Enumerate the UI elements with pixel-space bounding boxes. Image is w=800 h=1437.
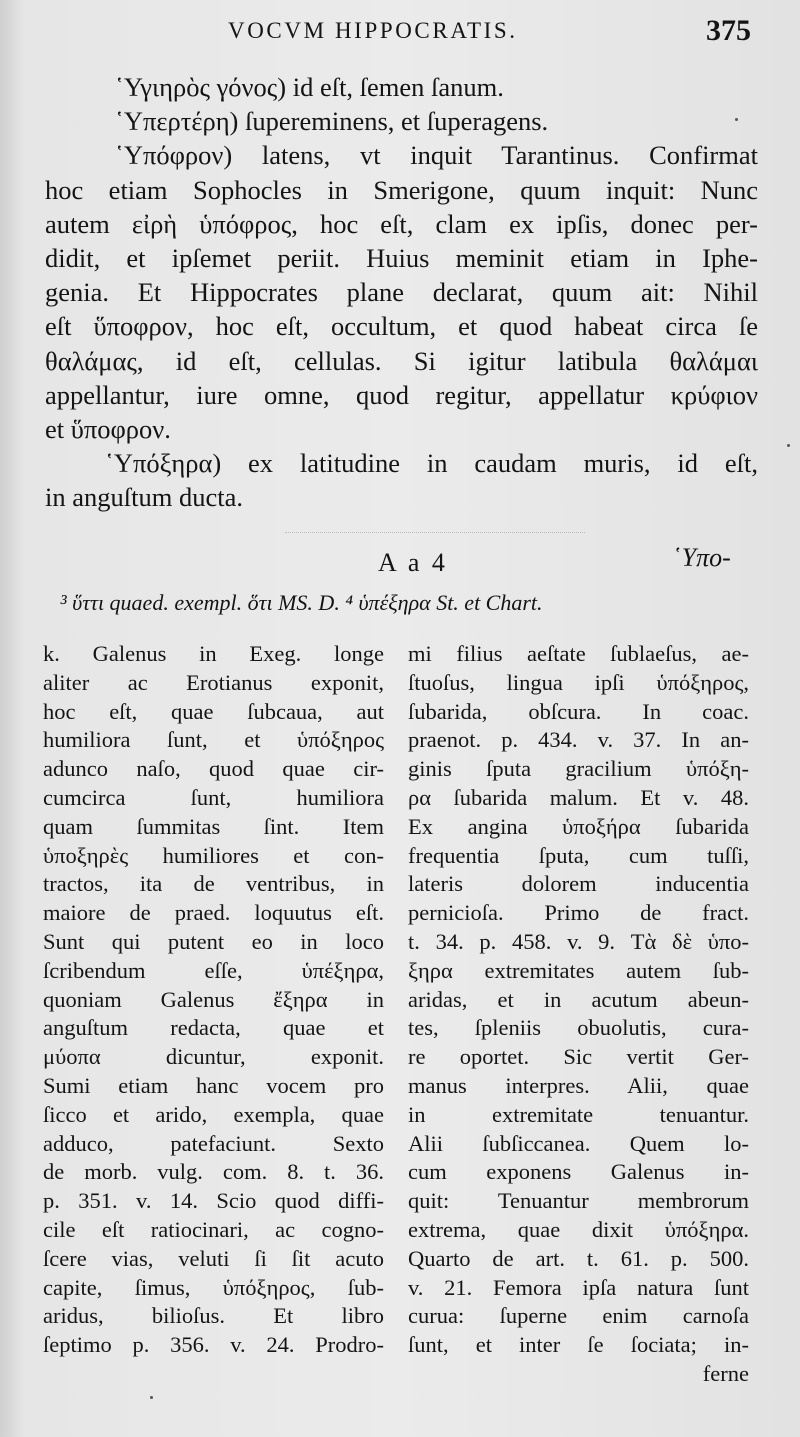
column-line: μύοπα dicuntur, exponit. — [43, 1044, 384, 1070]
column-line: Quarto de art. t. 61. p. 500. — [408, 1245, 749, 1271]
column-line: adunco naſo, quod quae cir- — [43, 756, 384, 782]
column-line: aliter ac Erotianus exponit, — [43, 669, 384, 695]
column-line: ſunt, et inter ſe ſociata; in- — [408, 1332, 749, 1358]
paper-speck — [787, 444, 790, 447]
column-line: tractos, ita de ventribus, in — [43, 871, 384, 897]
column-line: maiore de praed. loquutus eſt. — [43, 900, 384, 926]
text-line: genia. Et Hippocrates plane declarat, quum ait: Nihil — [45, 277, 758, 308]
column-line: quit: Tenuantur membrorum — [408, 1188, 749, 1214]
column-line: capite, ſimus, ὑπόξηρος, ſub- — [43, 1274, 384, 1300]
running-title: VOCVM HIPPOCRATIS. — [228, 18, 518, 43]
column-line: adduco, patefaciunt. Sexto — [43, 1130, 384, 1156]
column-line: ginis ſputa gracilium ὑπόξη- — [408, 756, 749, 782]
column-line: ὑποξηρὲς humiliores et con- — [43, 842, 384, 868]
column-line: v. 21. Femora ipſa natura ſunt — [408, 1274, 749, 1300]
column-line: ρα ſubarida malum. Et v. 48. — [408, 785, 749, 810]
column-line: curua: ſuperne enim carnoſa — [408, 1303, 749, 1329]
column-line: aridus, bilioſus. Et libro — [43, 1303, 384, 1329]
paper-speck — [735, 118, 738, 121]
text-line: eſt ὕποφρον, hoc eſt, occultum, et quod habeat circa ſe — [45, 311, 758, 342]
column-line: ſcere vias, veluti ſi ſit acuto — [43, 1245, 384, 1271]
column-line: mi filius aeſtate ſublaeſus, ae- — [408, 641, 749, 666]
column-line: lateris dolorem inducentia — [408, 871, 749, 897]
variant-readings-note: ³ ὕττι quaed. exempl. ὅτι MS. D. ⁴ ὑπέξηρα St. et Chart. — [60, 590, 543, 615]
column-line: Sunt qui putent eo in loco — [43, 929, 384, 954]
text-line: in anguſtum ducta. — [45, 482, 243, 513]
signature-mark: A a 4 — [378, 548, 448, 577]
text-line: hoc etiam Sophocles in Smerigone, quum inquit: Nunc — [45, 174, 758, 205]
column-line: ferne — [702, 1361, 749, 1386]
column-line: hoc eſt, quae ſubcaua, aut — [43, 698, 384, 724]
column-line: praenot. p. 434. v. 37. In an- — [408, 727, 749, 753]
column-line: cumcirca ſunt, humiliora — [43, 785, 384, 810]
column-line: ſicco et arido, exempla, quae — [43, 1101, 384, 1127]
column-line: p. 351. v. 14. Scio quod diffi- — [43, 1188, 384, 1214]
column-line: Alii ſubſiccanea. Quem lo- — [408, 1130, 749, 1156]
page-number: 375 — [706, 14, 751, 47]
column-line: Sumi etiam hanc vocem pro — [43, 1073, 384, 1098]
column-line: Ex angina ὑποξήρα ſubarida — [408, 813, 749, 839]
column-line: tes, ſpleniis obuolutis, cura- — [408, 1015, 749, 1041]
column-line: manus interpres. Alii, quae — [408, 1073, 749, 1098]
text-line: ῾Υπερτέρη) ſupereminens, et ſuperagens. — [115, 106, 549, 137]
faint-rule — [285, 532, 585, 533]
text-line: ῾Υπόφρον) latens, vt inquit Tarantinus. Confirmat — [115, 140, 758, 171]
column-line: aridas, et in acutum abeun- — [408, 986, 749, 1012]
column-line: in extremitate tenuantur. — [408, 1101, 749, 1127]
column-line: de morb. vulg. com. 8. t. 36. — [43, 1159, 384, 1185]
column-line: frequentia ſputa, cum tuſſi, — [408, 842, 749, 868]
column-line: re oportet. Sic vertit Ger- — [408, 1044, 749, 1070]
column-line: quoniam Galenus ἔξηρα in — [43, 986, 384, 1012]
column-line: ξηρα extremitates autem ſub- — [408, 957, 749, 983]
text-line: autem εἰρὴ ὑπόφρος, hoc eſt, clam ex ipſis, donec per- — [45, 208, 758, 239]
column-line: ſubarida, obſcura. In coac. — [408, 698, 749, 724]
column-line: humiliora ſunt, et ὑπόξηρος — [43, 727, 384, 753]
page-header — [0, 14, 800, 54]
column-line: k. Galenus in Exeg. longe — [43, 641, 384, 666]
column-line: ſcribendum eſſe, ὑπέξηρα, — [43, 957, 384, 983]
column-line: quam ſummitas ſint. Item — [43, 813, 384, 839]
catchword: ῾Υπο- — [673, 543, 731, 572]
column-line: anguſtum redacta, quae et — [43, 1015, 384, 1041]
column-line: extrema, quae dixit ὑπόξηρα. — [408, 1217, 749, 1242]
column-line: t. 34. p. 458. v. 9. Τὰ δὲ ὑπο- — [408, 929, 749, 954]
column-line: pernicioſa. Primo de fract. — [408, 900, 749, 926]
paper-speck — [150, 1396, 153, 1399]
text-line: ῾Υπόξηρα) ex latitudine in caudam muris, id eſt, — [105, 448, 758, 479]
column-line: cum exponens Galenus in- — [408, 1159, 749, 1185]
text-line: appellantur, iure omne, quod regitur, appellatur κρύφιον — [45, 379, 758, 410]
text-line: didit, et ipſemet periit. Huius meminit etiam in Iphe- — [45, 243, 758, 273]
text-line: ῾Υγιηρὸς γόνος) id eſt, ſemen ſanum. — [115, 72, 504, 102]
column-line: ſeptimo p. 356. v. 24. Prodro- — [43, 1332, 384, 1358]
column-line: cile eſt ratiocinari, ac cogno- — [43, 1217, 384, 1242]
text-line: et ὕποφρον. — [45, 414, 171, 444]
column-line: ſtuoſus, lingua ipſi ὑπόξηρος, — [408, 669, 749, 695]
text-line: θαλάμας, id eſt, cellulas. Si igitur latibula θαλάμαι — [45, 345, 758, 376]
